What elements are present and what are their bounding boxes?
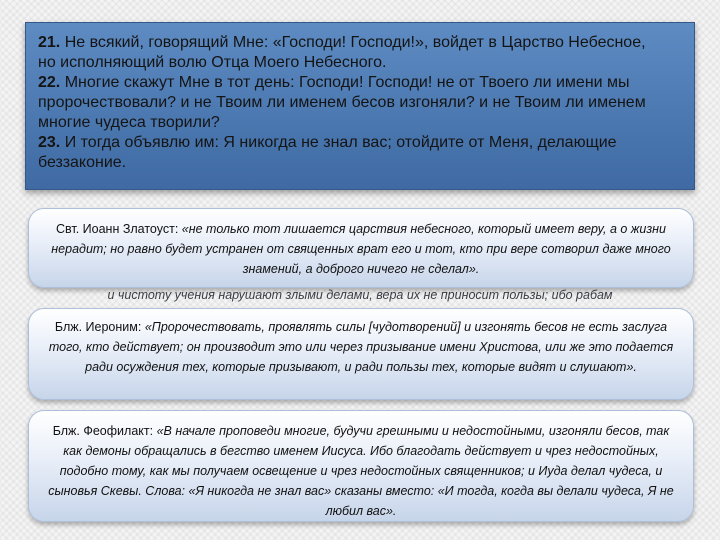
obscured-text-fragment: и чистоту учения нарушают злыми делами, вера их не приносит пользы; ибо рабам xyxy=(107,288,613,302)
verse-22-line-3: многие чудеса творили? xyxy=(38,114,220,131)
verse-number: 21. xyxy=(38,34,61,51)
verse-22-line-1 xyxy=(38,73,684,93)
verse-number: 23. xyxy=(38,134,61,151)
verse-21-line-2: но исполняющий волю Отца Моего Небесного. xyxy=(38,54,387,71)
verse-text: И тогда объявлю им: Я никогда не знал вас; отойдите от Меня, делающие xyxy=(64,134,617,151)
quote-text: «не только тот лишается царствия небесного, который имеет веру, а о жизни нерадит; но равно будет устранен от священных врат его и тот, кто при вере сотворил даже много знамений, а доброго ничего не сделал». xyxy=(51,222,671,276)
verse-23-line-2: беззаконие. xyxy=(38,154,127,171)
quote-chrysostom xyxy=(28,208,694,288)
quote-author: Блж. Феофилакт: xyxy=(52,424,154,438)
quote-jerome xyxy=(28,308,694,400)
verse-23-line-1 xyxy=(38,133,684,153)
verse-text: Не всякий, говорящий Мне: «Господи! Господи!», войдет в Царство Небесное, xyxy=(64,34,646,51)
quote-text: «В начале проповеди многие, будучи грешными и недостойными, изгоняли бесов, так как демоны обращались в бегство именем Иисуса. Ибо благодать действует и чрез недостойных, подобно тому, как мы получаем освещение и чрез недостойных священников; и Иуда делал чудеса, и сыновья Скевы. Слова: «Я никогда не знал вас» сказаны вместо: «И тогда, когда вы делали чудеса, Я не любил вас». xyxy=(48,424,674,518)
quote-text: «Пророчествовать, проявлять силы [чудотворений] и изгонять бесов не есть заслуга того, кто действует; он производит это или через призывание имени Христова, или же это подается ради осуждения тех, которые призывают, и ради пользы тех, которые видят и слушают». xyxy=(48,320,674,374)
quote-author: Свт. Иоанн Златоуст: xyxy=(55,222,179,236)
scripture-verses-panel xyxy=(25,22,695,190)
verse-21-line-1 xyxy=(38,33,684,53)
quote-author: Блж. Иероним: xyxy=(54,320,142,334)
verse-text: Многие скажут Мне в тот день: Господи! Господи! не от Твоего ли имени мы xyxy=(64,74,630,91)
verse-22-line-2: пророчествовали? и не Твоим ли именем бесов изгоняли? и не Твоим ли именем xyxy=(38,94,646,111)
verse-number: 22. xyxy=(38,74,61,91)
quote-theophylact xyxy=(28,410,694,522)
